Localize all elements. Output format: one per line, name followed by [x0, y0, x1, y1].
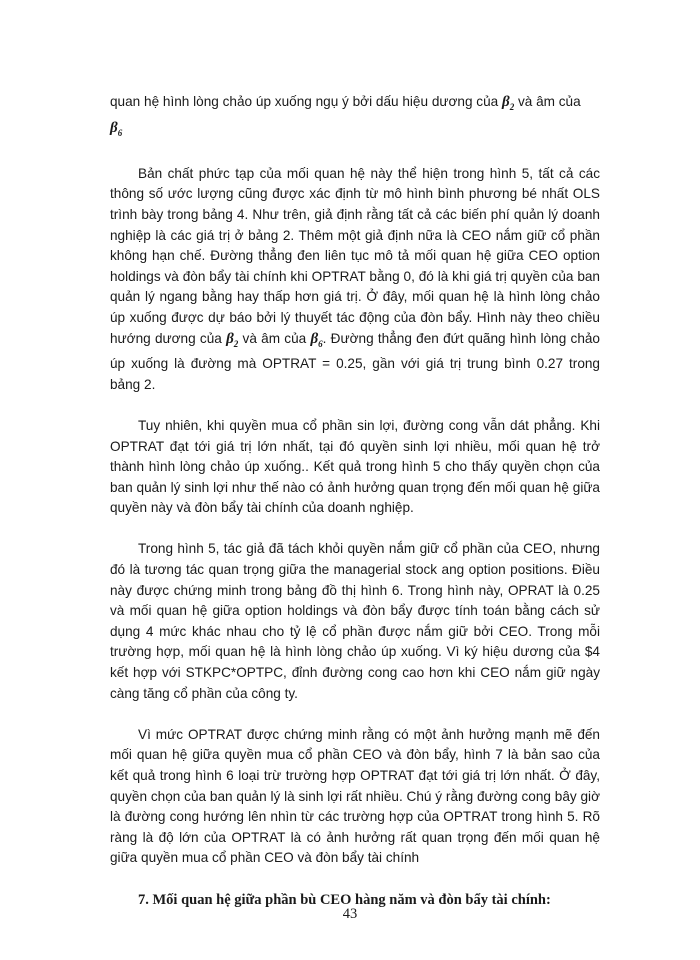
- beta-2-symbol: $\beta_2$: [502, 94, 515, 112]
- text-run: và âm của: [238, 330, 311, 346]
- paragraph-1: [110, 164, 600, 396]
- page-body: [110, 92, 600, 910]
- beta-6-symbol: $\beta_6$: [110, 119, 123, 138]
- section-heading: 7. Mối quan hệ giữa phần bù CEO hàng năm và đòn bẩy tài chính:: [138, 891, 551, 908]
- paragraph-2: Tuy nhiên, khi quyền mua cổ phần sin lợi, đường cong vẫn dát phẳng. Khi OPTRAT đạt tới giá trị lớn nhất, tại đó quyền sinh lợi nhiều, mối quan hệ trở thành hình lòng chảo úp xuống.. Kết quả trong hình 5 cho thấy quyền chọn của ban quản lý sinh lợi như thế nào có ảnh hưởng quan trọng đến mối quan hệ giữa quyền này và đòn bẩy tài chính của doanh nghiệp.: [110, 417, 600, 516]
- beta-2-symbol: $\beta_2$: [226, 330, 239, 349]
- text-run: Bản chất phức tạp của mối quan hệ này thể hiện trong hình 5, tất cả các thông số ước lượng cũng được xác định từ mô hình bình phương bé nhất OLS trình bày trong bảng 4. Như trên, giả định rằng tất cả các biến phí quản lý doanh nghiệp là các giá trị ở bảng 2. Thêm một giả định nữa là CEO nắm giữ cổ phần không hạn chế. Đường thẳng đen liên tục mô tả mối quan hệ giữa CEO option holdings và đòn bẩy tài chính khi OPTRAT bằng 0, đó là khi giá trị quyền của ban quản lý ngang bằng hay thấp hơn giá trị. Ở đây, mối quan hệ là hình lòng chảo úp xuống được dự báo bởi lý thuyết tác động của đòn bẩy. Hình này theo chiều hướng dương của: [110, 165, 600, 346]
- paragraph-4: Vì mức OPTRAT được chứng minh rằng có một ảnh hưởng mạnh mẽ đến mối quan hệ giữa quyền mua cổ phần CEO và đòn bẩy, hình 7 là bản sao của kết quả trong hình 6 loại trừ trường hợp OPTRAT đạt tới giá trị lớn nhất. Ở đây, quyền chọn của ban quản lý là sinh lợi rất nhiều. Chú ý rằng đường cong bây giờ là đường cong hướng lên nhìn từ các trường hợp của OPTRAT trong hình 5. Rõ ràng là độ lớn của OPTRAT là có ảnh hưởng rất quan trọng đến mối quan hệ giữa quyền mua cổ phần CEO và đòn bẩy tài chính: [110, 726, 600, 866]
- text-run: quan hệ hình lòng chảo úp xuống ngụ ý bởi dấu hiệu dương của: [110, 94, 502, 109]
- paragraph-3: Trong hình 5, tác giả đã tách khỏi quyền nắm giữ cổ phần của CEO, nhưng đó là tương tác quan trọng giữa the managerial stock ang option positions. Điều này được chứng minh trong bảng đồ thị hình 6. Trong hình này, OPRAT là 0.25 và mối quan hệ giữa option holdings và đòn bẩy được tính toán bằng cách sử dụng 4 mức khác nhau cho tỷ lệ cổ phần được nắm giữ bởi CEO. Trong mỗi trường hợp, mối quan hệ là hình lòng chảo úp xuống. Vì ký hiệu dương của $4 kết hợp với STKPC*OPTPC, đỉnh đường cong cao hơn khi CEO nắm giữ ngày càng tăng cổ phần của công ty.: [110, 541, 600, 701]
- paragraph-continuation: [110, 92, 600, 143]
- text-run: và âm của: [514, 94, 581, 109]
- text-run: . Đường thẳng đen đứt quãng hình lòng chảo úp xuống là đường mà OPTRAT = 0.25, gần với giá trị trung bình 0.27 trong bảng 2.: [110, 330, 600, 392]
- beta-6-symbol: $\beta_6$: [310, 330, 323, 349]
- page-number: 43: [342, 906, 358, 922]
